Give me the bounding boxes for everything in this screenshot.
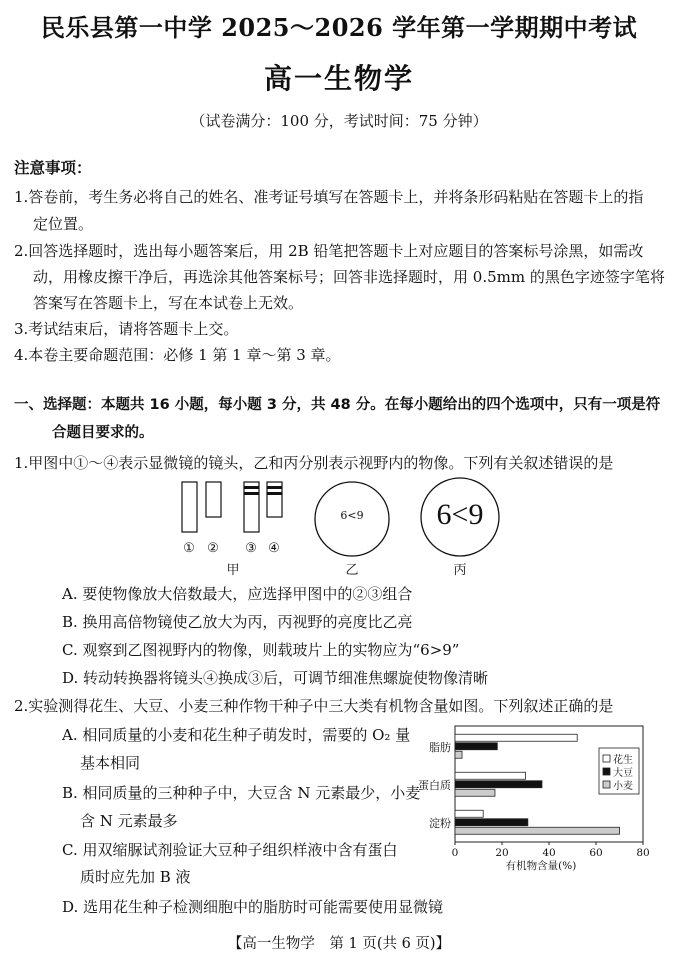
- legend-swatch-大豆: [603, 768, 610, 775]
- x-tick-label: 60: [589, 847, 603, 859]
- legend-swatch-花生: [603, 755, 610, 762]
- exam-title: 民乐县第一中学 2025～2026 学年第一学期期中考试: [40, 13, 638, 42]
- figure-label-jia: 甲: [226, 563, 240, 578]
- lens-3-mark: [244, 486, 259, 489]
- lens-label-4: ④: [268, 541, 280, 556]
- bar-花生-淀粉: [455, 810, 483, 817]
- lens-label-1: ①: [183, 541, 195, 556]
- section-heading-cont: 合题目要求的。: [52, 425, 154, 441]
- q2-option-c-cont: 质时应先加 B 液: [80, 868, 191, 886]
- notice-line: 1.答卷前，考生务必将自己的姓名、准考证号填写在答题卡上，并将条形码粘贴在答题卡上的指: [14, 188, 644, 206]
- lens-label-3: ③: [245, 541, 257, 556]
- lens-3-mark: [244, 492, 259, 495]
- bar-小麦-淀粉: [455, 827, 620, 834]
- page-footer: 【高一生物学 第 1 页(共 6 页)】: [227, 936, 451, 952]
- x-tick-label: 0: [451, 847, 459, 859]
- q2-option-b: B. 相同质量的三种种子中，大豆含 N 元素最少，小麦: [62, 784, 421, 802]
- bar-大豆-脂肪: [455, 743, 497, 750]
- q2-option-a-cont: 基本相同: [80, 754, 141, 772]
- legend-label-花生: 花生: [613, 755, 633, 766]
- notice-line: 定位置。: [33, 215, 94, 233]
- legend-label-小麦: 小麦: [613, 781, 633, 792]
- lens-1: [182, 482, 197, 532]
- q1-option-c: C. 观察到乙图视野内的物像，则载玻片上的实物应为“6>9”: [62, 641, 460, 659]
- lens-3: [244, 482, 259, 532]
- section-heading: 一、选择题：本题共 16 小题，每小题 3 分，共 48 分。在每小题给出的四个选项中，只有一项是符: [14, 397, 661, 413]
- question-1-stem: 1.甲图中①～④表示显微镜的镜头，乙和丙分别表示视野内的物像。下列有关叙述错误的是: [14, 454, 614, 472]
- notice-heading: 注意事项：: [14, 159, 92, 177]
- category-label: 蛋白质: [418, 779, 451, 792]
- bar-花生-脂肪: [455, 734, 577, 741]
- organic-content-chart: [415, 724, 655, 874]
- notice-line: 3.考试结束后，请将答题卡上交。: [14, 320, 239, 338]
- q2-option-b-cont: 含 N 元素最多: [80, 812, 178, 830]
- x-axis-label: 有机物含量(%): [505, 860, 577, 872]
- bar-大豆-蛋白质: [455, 781, 542, 788]
- bar-大豆-淀粉: [455, 819, 528, 826]
- legend-label-大豆: 大豆: [613, 768, 633, 779]
- view-text-bing: 6<9: [436, 498, 484, 531]
- subject-title: 高一生物学: [263, 62, 414, 95]
- notice-line: 答案写在答题卡上，写在本试卷上无效。: [33, 294, 304, 312]
- q1-option-a: A. 要使物像放大倍数最大，应选择甲图中的②③组合: [62, 585, 413, 603]
- figure-label-yi: 乙: [345, 563, 359, 578]
- category-label: 淀粉: [429, 817, 451, 830]
- bar-小麦-蛋白质: [455, 789, 495, 796]
- figure-label-bing: 丙: [453, 563, 467, 578]
- q2-option-a: A. 相同质量的小麦和花生种子萌发时，需要的 O₂ 量: [62, 726, 411, 744]
- q1-option-b: B. 换用高倍物镜使乙放大为丙，丙视野的亮度比乙亮: [62, 613, 413, 631]
- bar-小麦-脂肪: [455, 751, 462, 758]
- lens-label-2: ②: [207, 541, 219, 556]
- bar-花生-蛋白质: [455, 772, 526, 779]
- category-label: 脂肪: [429, 741, 451, 754]
- lens-4-mark: [267, 492, 282, 495]
- view-text-yi: 6<9: [340, 509, 364, 522]
- legend-swatch-小麦: [603, 781, 610, 788]
- notice-line: 2.回答选择题时，选出每小题答案后，用 2B 铅笔把答题卡上对应题目的答案标号涂黑，如需改: [14, 242, 644, 260]
- x-tick-label: 80: [636, 847, 650, 859]
- notice-line: 动，用橡皮擦干净后，再选涂其他答案标号；回答非选择题时，用 0.5mm 的黑色字迹签字笔将: [33, 268, 665, 286]
- q2-option-c: C. 用双缩脲试剂验证大豆种子组织样液中含有蛋白: [62, 841, 398, 859]
- q1-option-d: D. 转动转换器将镜头④换成③后，可调节细准焦螺旋使物像清晰: [62, 669, 489, 687]
- lens-2: [206, 482, 221, 517]
- x-tick-label: 40: [542, 847, 556, 859]
- q2-option-d: D. 选用花生种子检测细胞中的脂肪时可能需要使用显微镜: [62, 898, 444, 916]
- x-tick-label: 20: [495, 847, 509, 859]
- lens-4-mark: [267, 486, 282, 489]
- notice-line: 4.本卷主要命题范围：必修 1 第 1 章～第 3 章。: [14, 346, 341, 364]
- question-2-stem: 2.实验测得花生、大豆、小麦三种作物干种子中三大类有机物含量如图。下列叙述正确的是: [14, 697, 614, 715]
- score-time-line: （试卷满分：100 分，考试时间：75 分钟）: [190, 112, 488, 130]
